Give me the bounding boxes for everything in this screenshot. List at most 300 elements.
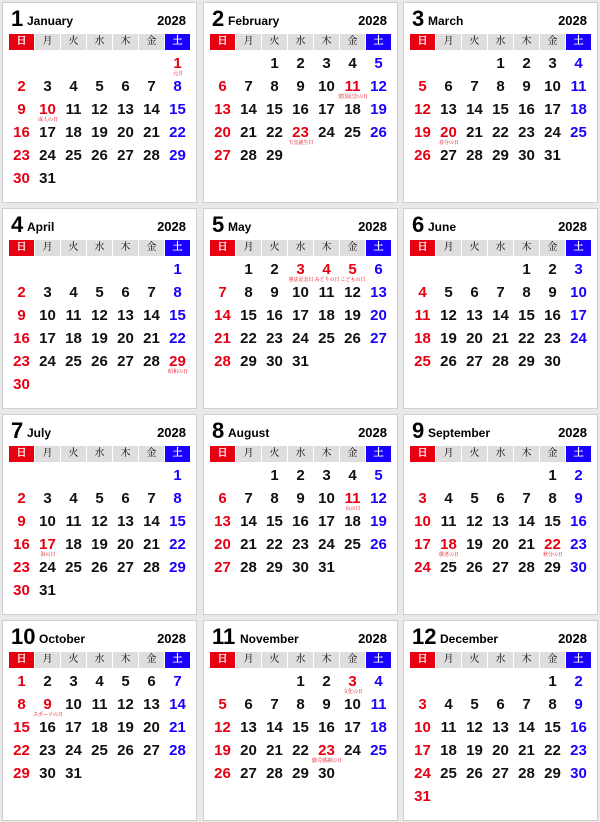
- day-cell: 28: [492, 353, 509, 370]
- year-label: 2028: [358, 219, 387, 234]
- weekday-header: 火: [462, 652, 487, 668]
- day-cell: 10: [65, 696, 82, 713]
- day-cell: 6: [218, 490, 227, 507]
- day-cell: 17: [318, 101, 335, 118]
- day-cell: 6: [496, 490, 505, 507]
- month-number: 11: [212, 624, 236, 649]
- day-cell: 19: [91, 330, 108, 347]
- day-cell: 21: [143, 124, 160, 141]
- weekday-header: 火: [262, 446, 287, 462]
- day-cell: 20: [370, 307, 387, 324]
- day-cell: 2: [322, 673, 331, 690]
- day-cell: 25: [344, 124, 361, 141]
- day-cell: 10: [318, 490, 335, 507]
- day-cell: 13: [440, 101, 457, 118]
- day-cell: 15: [266, 101, 283, 118]
- holiday-label: スポーツの日: [33, 712, 63, 718]
- day-cell: 19: [440, 330, 457, 347]
- day-cell: 22: [240, 330, 257, 347]
- day-cell: 13: [492, 719, 509, 736]
- day-cell: 1: [173, 261, 182, 278]
- month-panel-october: [2, 620, 197, 821]
- day-cell: 23: [266, 330, 283, 347]
- day-cell: 19: [91, 124, 108, 141]
- weekday-header: 水: [488, 652, 513, 668]
- day-cell: 18: [440, 536, 457, 553]
- day-cell: 6: [244, 696, 253, 713]
- weekday-header: 火: [61, 34, 86, 50]
- day-cell: 12: [440, 307, 457, 324]
- day-cell: 17: [570, 307, 587, 324]
- year-label: 2028: [558, 631, 587, 646]
- day-cell: 21: [169, 719, 186, 736]
- day-cell: 9: [17, 101, 26, 118]
- day-cell: 8: [173, 78, 182, 95]
- weekday-header: 水: [87, 240, 112, 256]
- month-number: 7: [11, 418, 24, 443]
- day-cell: 16: [544, 307, 561, 324]
- day-cell: 23: [39, 742, 56, 759]
- day-cell: 19: [344, 307, 361, 324]
- day-cell: 22: [492, 124, 509, 141]
- day-cell: 8: [296, 696, 305, 713]
- day-cell: 28: [240, 559, 257, 576]
- day-cell: 4: [348, 55, 357, 72]
- day-cell: 1: [496, 55, 505, 72]
- weekday-header: 火: [462, 446, 487, 462]
- day-cell: 1: [173, 467, 182, 484]
- weekday-header: 日: [410, 652, 435, 668]
- day-cell: 12: [91, 101, 108, 118]
- day-cell: 21: [466, 124, 483, 141]
- day-cell: 12: [117, 696, 134, 713]
- day-cell: 11: [414, 307, 431, 324]
- day-cell: 4: [574, 55, 583, 72]
- day-cell: 14: [214, 307, 231, 324]
- day-cell: 24: [570, 330, 587, 347]
- weekday-header: 火: [462, 34, 487, 50]
- day-cell: 13: [117, 101, 134, 118]
- day-cell: 14: [466, 101, 483, 118]
- day-cell: 5: [470, 696, 479, 713]
- day-cell: 24: [344, 742, 361, 759]
- month-panel-november: [203, 620, 398, 821]
- weekday-header: 金: [139, 446, 164, 462]
- day-cell: 3: [348, 673, 357, 690]
- day-cell: 1: [244, 261, 253, 278]
- day-cell: 16: [518, 101, 535, 118]
- weekday-header: 木: [314, 34, 339, 50]
- day-cell: 28: [143, 147, 160, 164]
- day-cell: 3: [69, 673, 78, 690]
- day-cell: 12: [344, 284, 361, 301]
- day-cell: 25: [344, 536, 361, 553]
- month-name: January: [27, 14, 74, 28]
- day-cell: 2: [270, 261, 279, 278]
- day-cell: 21: [492, 330, 509, 347]
- day-cell: 24: [414, 559, 431, 576]
- day-cell: 16: [292, 101, 309, 118]
- day-cell: 9: [296, 490, 305, 507]
- day-cell: 1: [548, 673, 557, 690]
- day-cell: 6: [444, 78, 453, 95]
- day-cell: 18: [414, 330, 431, 347]
- day-cell: 7: [496, 284, 505, 301]
- day-cell: 17: [65, 719, 82, 736]
- day-cell: 30: [266, 353, 283, 370]
- day-cell: 3: [43, 284, 52, 301]
- day-cell: 9: [322, 696, 331, 713]
- day-cell: 11: [440, 513, 457, 530]
- day-cell: 26: [414, 147, 431, 164]
- day-cell: 14: [240, 513, 257, 530]
- day-cell: 25: [65, 559, 82, 576]
- weekday-header: 金: [540, 240, 565, 256]
- day-cell: 20: [492, 536, 509, 553]
- day-cell: 14: [266, 719, 283, 736]
- day-cell: 15: [518, 307, 535, 324]
- year-label: 2028: [358, 13, 387, 28]
- day-cell: 20: [240, 742, 257, 759]
- day-cell: 21: [240, 124, 257, 141]
- day-cell: 10: [292, 284, 309, 301]
- day-cell: 15: [492, 101, 509, 118]
- day-cell: 8: [173, 284, 182, 301]
- day-cell: 7: [173, 673, 182, 690]
- day-cell: 29: [266, 147, 283, 164]
- weekday-header: 土: [566, 34, 591, 50]
- day-cell: 23: [292, 124, 309, 141]
- day-cell: 31: [292, 353, 309, 370]
- day-cell: 8: [548, 490, 557, 507]
- day-cell: 19: [214, 742, 231, 759]
- day-cell: 18: [440, 742, 457, 759]
- day-cell: 24: [318, 124, 335, 141]
- weekday-header: 金: [540, 446, 565, 462]
- day-cell: 10: [414, 719, 431, 736]
- day-cell: 12: [91, 307, 108, 324]
- day-cell: 1: [270, 467, 279, 484]
- day-cell: 13: [117, 307, 134, 324]
- holiday-label: 昭和の日: [167, 369, 188, 375]
- weekday-header: 月: [236, 446, 261, 462]
- holiday-label: 山の日: [345, 506, 361, 512]
- day-cell: 2: [548, 261, 557, 278]
- day-cell: 4: [444, 696, 453, 713]
- holiday-label: 建国記念の日: [337, 94, 368, 100]
- weekday-header: 月: [436, 446, 461, 462]
- day-cell: 15: [266, 513, 283, 530]
- day-cell: 9: [17, 513, 26, 530]
- day-cell: 14: [169, 696, 186, 713]
- day-cell: 28: [518, 765, 535, 782]
- weekday-header: 日: [9, 34, 34, 50]
- day-cell: 16: [13, 330, 30, 347]
- day-cell: 26: [214, 765, 231, 782]
- month-name: May: [228, 220, 252, 234]
- day-cell: 25: [570, 124, 587, 141]
- month-number: 8: [212, 418, 225, 443]
- day-cell: 28: [240, 147, 257, 164]
- holiday-label: 海の日: [40, 552, 56, 558]
- day-cell: 26: [117, 742, 134, 759]
- day-cell: 16: [39, 719, 56, 736]
- month-name: July: [27, 426, 52, 440]
- year-label: 2028: [157, 631, 186, 646]
- day-cell: 11: [318, 284, 335, 301]
- day-cell: 21: [518, 536, 535, 553]
- day-cell: 28: [466, 147, 483, 164]
- year-label: 2028: [358, 631, 387, 646]
- day-cell: 13: [240, 719, 257, 736]
- day-cell: 3: [296, 261, 305, 278]
- day-cell: 4: [69, 284, 78, 301]
- day-cell: 27: [214, 147, 231, 164]
- day-cell: 17: [39, 330, 56, 347]
- day-cell: 7: [522, 696, 531, 713]
- day-cell: 2: [296, 55, 305, 72]
- day-cell: 26: [91, 559, 108, 576]
- month-name: September: [428, 426, 491, 440]
- weekday-header: 火: [462, 240, 487, 256]
- day-cell: 16: [13, 124, 30, 141]
- day-cell: 18: [65, 330, 82, 347]
- day-cell: 20: [214, 124, 231, 141]
- day-cell: 8: [244, 284, 253, 301]
- day-cell: 22: [266, 536, 283, 553]
- day-cell: 29: [492, 147, 509, 164]
- holiday-label: 敬老の日: [438, 552, 459, 558]
- month-panel-december: [403, 620, 598, 821]
- year-label: 2028: [358, 425, 387, 440]
- weekday-header: 水: [288, 652, 313, 668]
- weekday-header: 木: [514, 34, 539, 50]
- day-cell: 17: [544, 101, 561, 118]
- day-cell: 21: [143, 536, 160, 553]
- day-cell: 15: [240, 307, 257, 324]
- day-cell: 29: [169, 559, 186, 576]
- day-cell: 22: [169, 124, 186, 141]
- day-cell: 16: [570, 513, 587, 530]
- day-cell: 24: [39, 559, 56, 576]
- day-cell: 21: [143, 330, 160, 347]
- day-cell: 30: [292, 559, 309, 576]
- day-cell: 15: [169, 513, 186, 530]
- year-label: 2028: [157, 13, 186, 28]
- day-cell: 11: [65, 101, 82, 118]
- day-cell: 27: [492, 765, 509, 782]
- day-cell: 15: [169, 307, 186, 324]
- weekday-header: 火: [262, 240, 287, 256]
- day-cell: 15: [13, 719, 30, 736]
- day-cell: 31: [414, 788, 431, 805]
- month-panel-february: [203, 2, 398, 203]
- day-cell: 14: [143, 307, 160, 324]
- day-cell: 24: [39, 353, 56, 370]
- month-panel-june: [403, 208, 598, 409]
- day-cell: 31: [544, 147, 561, 164]
- day-cell: 31: [39, 582, 56, 599]
- day-cell: 4: [444, 490, 453, 507]
- day-cell: 22: [544, 742, 561, 759]
- day-cell: 24: [318, 536, 335, 553]
- day-cell: 16: [13, 536, 30, 553]
- weekday-header: 土: [566, 446, 591, 462]
- day-cell: 18: [65, 124, 82, 141]
- day-cell: 4: [95, 673, 104, 690]
- day-cell: 20: [440, 124, 457, 141]
- day-cell: 28: [143, 353, 160, 370]
- day-cell: 22: [266, 124, 283, 141]
- weekday-header: 金: [139, 34, 164, 50]
- day-cell: 2: [43, 673, 52, 690]
- day-cell: 9: [574, 696, 583, 713]
- day-cell: 25: [414, 353, 431, 370]
- weekday-header: 水: [288, 446, 313, 462]
- day-cell: 26: [91, 147, 108, 164]
- day-cell: 11: [91, 696, 108, 713]
- day-cell: 14: [518, 719, 535, 736]
- day-cell: 19: [91, 536, 108, 553]
- weekday-header: 金: [540, 652, 565, 668]
- day-cell: 4: [418, 284, 427, 301]
- weekday-header: 木: [314, 652, 339, 668]
- day-cell: 18: [370, 719, 387, 736]
- day-cell: 30: [570, 765, 587, 782]
- day-cell: 3: [43, 78, 52, 95]
- day-cell: 10: [570, 284, 587, 301]
- holiday-label: みどりの日: [314, 277, 340, 283]
- weekday-header: 木: [113, 446, 138, 462]
- day-cell: 23: [570, 536, 587, 553]
- holiday-label: 勤労感謝の日: [311, 758, 342, 764]
- weekday-header: 土: [165, 34, 190, 50]
- day-cell: 24: [292, 330, 309, 347]
- year-label: 2028: [157, 219, 186, 234]
- day-cell: 30: [570, 559, 587, 576]
- day-cell: 30: [13, 376, 30, 393]
- day-cell: 23: [318, 742, 335, 759]
- month-panel-april: [2, 208, 197, 409]
- weekday-header: 木: [113, 240, 138, 256]
- day-cell: 8: [270, 490, 279, 507]
- day-cell: 10: [414, 513, 431, 530]
- day-cell: 13: [117, 513, 134, 530]
- day-cell: 20: [117, 536, 134, 553]
- day-cell: 30: [13, 170, 30, 187]
- day-cell: 28: [518, 559, 535, 576]
- weekday-header: 土: [566, 652, 591, 668]
- day-cell: 6: [121, 284, 130, 301]
- month-number: 3: [412, 6, 425, 31]
- weekday-header: 水: [488, 446, 513, 462]
- day-cell: 7: [218, 284, 227, 301]
- day-cell: 1: [522, 261, 531, 278]
- day-cell: 5: [348, 261, 357, 278]
- day-cell: 20: [466, 330, 483, 347]
- day-cell: 27: [440, 147, 457, 164]
- day-cell: 29: [292, 765, 309, 782]
- weekday-header: 金: [340, 652, 365, 668]
- weekday-header: 木: [314, 240, 339, 256]
- day-cell: 27: [117, 353, 134, 370]
- day-cell: 5: [95, 78, 104, 95]
- day-cell: 15: [544, 719, 561, 736]
- day-cell: 2: [17, 284, 26, 301]
- day-cell: 6: [121, 78, 130, 95]
- month-number: 6: [412, 212, 425, 237]
- day-cell: 18: [344, 101, 361, 118]
- weekday-header: 日: [210, 446, 235, 462]
- day-cell: 14: [518, 513, 535, 530]
- weekday-header: 木: [514, 240, 539, 256]
- day-cell: 25: [440, 559, 457, 576]
- weekday-header: 月: [236, 240, 261, 256]
- day-cell: 12: [370, 490, 387, 507]
- day-cell: 27: [466, 353, 483, 370]
- holiday-label: 憲法記念日: [288, 277, 314, 283]
- day-cell: 4: [69, 78, 78, 95]
- day-cell: 6: [218, 78, 227, 95]
- day-cell: 14: [240, 101, 257, 118]
- weekday-header: 日: [410, 34, 435, 50]
- day-cell: 10: [344, 696, 361, 713]
- day-cell: 17: [318, 513, 335, 530]
- month-panel-september: [403, 414, 598, 615]
- day-cell: 3: [418, 696, 427, 713]
- day-cell: 22: [292, 742, 309, 759]
- day-cell: 13: [492, 513, 509, 530]
- day-cell: 16: [292, 513, 309, 530]
- month-name: December: [440, 632, 499, 646]
- day-cell: 3: [322, 55, 331, 72]
- day-cell: 17: [414, 742, 431, 759]
- day-cell: 11: [344, 490, 361, 507]
- day-cell: 17: [292, 307, 309, 324]
- day-cell: 12: [214, 719, 231, 736]
- day-cell: 8: [173, 490, 182, 507]
- day-cell: 22: [13, 742, 30, 759]
- day-cell: 10: [544, 78, 561, 95]
- month-name: April: [27, 220, 55, 234]
- year-label: 2028: [558, 425, 587, 440]
- weekday-header: 月: [35, 446, 60, 462]
- day-cell: 2: [17, 78, 26, 95]
- day-cell: 11: [570, 78, 587, 95]
- day-cell: 9: [296, 78, 305, 95]
- weekday-header: 水: [288, 240, 313, 256]
- holiday-label: 春分の日: [438, 140, 459, 146]
- day-cell: 5: [218, 696, 227, 713]
- day-cell: 26: [466, 765, 483, 782]
- day-cell: 1: [548, 467, 557, 484]
- day-cell: 31: [65, 765, 82, 782]
- day-cell: 7: [270, 696, 279, 713]
- month-number: 1: [11, 6, 24, 31]
- day-cell: 5: [95, 284, 104, 301]
- day-cell: 26: [440, 353, 457, 370]
- weekday-header: 土: [366, 652, 391, 668]
- day-cell: 17: [39, 124, 56, 141]
- day-cell: 10: [39, 513, 56, 530]
- day-cell: 14: [143, 513, 160, 530]
- day-cell: 20: [143, 719, 160, 736]
- day-cell: 18: [318, 307, 335, 324]
- day-cell: 12: [414, 101, 431, 118]
- day-cell: 14: [143, 101, 160, 118]
- day-cell: 19: [117, 719, 134, 736]
- day-cell: 8: [496, 78, 505, 95]
